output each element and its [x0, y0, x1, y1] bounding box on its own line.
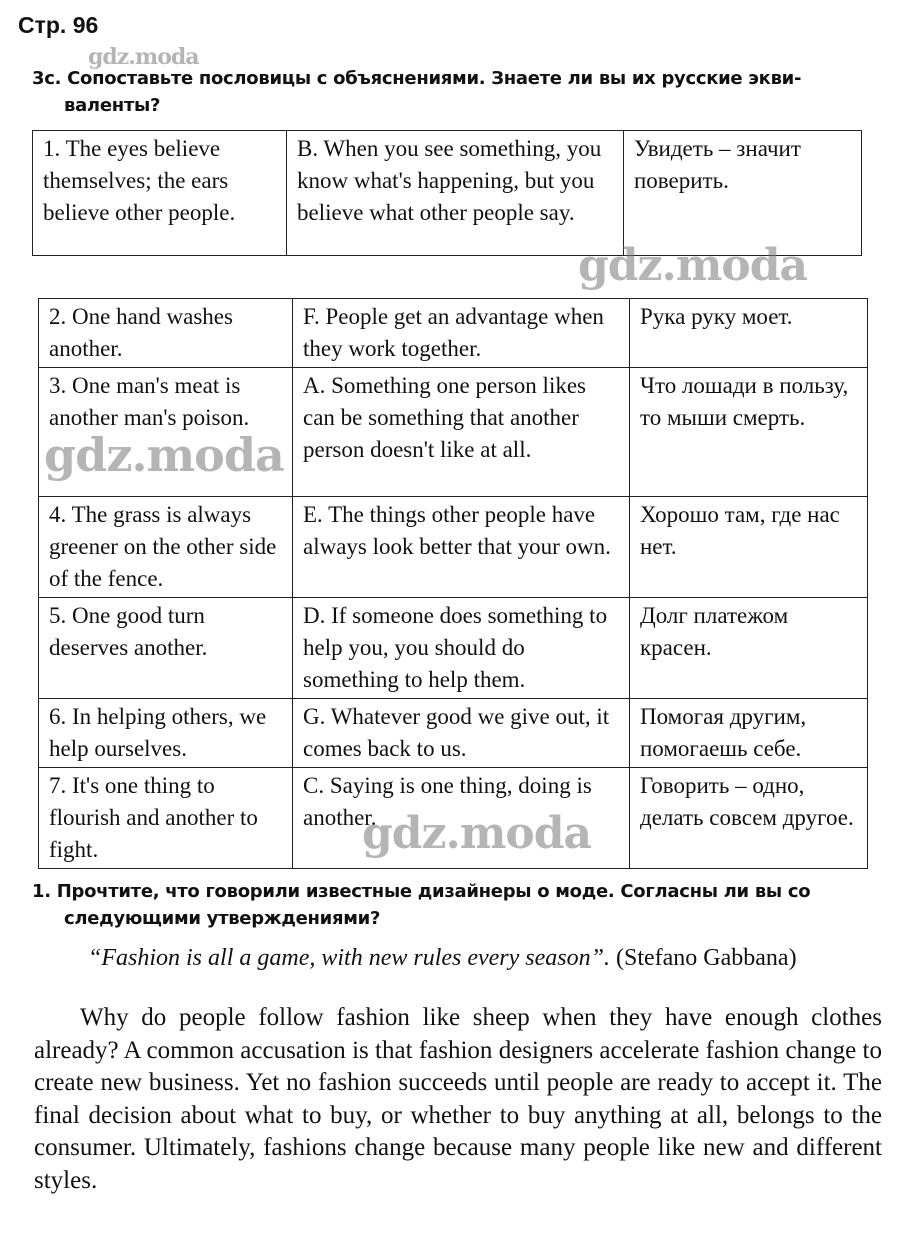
- quote-text: “Fashion is all a game, with new rules every season”.: [88, 945, 610, 971]
- explanation-cell: F. People get an advantage when they work together.: [293, 299, 630, 368]
- russian-equivalent-cell: Хорошо там, где нас нет.: [630, 497, 868, 598]
- table-row: [39, 598, 868, 699]
- table-row: [39, 497, 868, 598]
- russian-equivalent-cell: Рука руку моет.: [630, 299, 868, 368]
- explanation-cell: E. The things other people have always look better that your own.: [293, 497, 630, 598]
- explanation-cell: B. When you see something, you know what's happening, but you believe what other people say.: [287, 131, 624, 256]
- watermark: gdz.moda: [578, 240, 808, 291]
- explanation-cell: G. Whatever good we give out, it comes back to us.: [293, 699, 630, 768]
- russian-equivalent-cell: Помогая другим, помогаешь себе.: [630, 699, 868, 768]
- reading-paragraph: Why do people follow fashion like sheep when they have enough clothes already? A common accusation is that fashion designers accelerate fashion change to create new business. Yet no fashion succeeds until people are ready to accept it. The final decision about what to buy, or whether to buy anything at all, belongs to the consumer. Ultimately, fashions change because many people like new and different styles.: [34, 1004, 882, 1194]
- task-3c-instruction: [32, 65, 801, 119]
- page-number: Стр. 96: [18, 12, 99, 38]
- table-row: [39, 299, 868, 368]
- task-number: 3c.: [32, 68, 62, 89]
- proverbs-table-1: [32, 130, 862, 256]
- proverb-cell: 5. One good turn deserves another.: [39, 598, 293, 699]
- proverb-cell: 6. In helping others, we help ourselves.: [39, 699, 293, 768]
- russian-equivalent-cell: Увидеть – значит поверить.: [624, 131, 862, 256]
- proverb-cell: 4. The grass is always greener on the other side of the fence.: [39, 497, 293, 598]
- explanation-cell: D. If someone does something to help you, you should do something to help them.: [293, 598, 630, 699]
- explanation-cell: C. Saying is one thing, doing is another.: [293, 768, 630, 869]
- watermark: gdz.moda: [362, 808, 592, 859]
- task-text-line: Сопоставьте пословицы с объяснениями. Знаете ли вы их русские экви-: [67, 68, 802, 89]
- designer-quote: [88, 945, 797, 972]
- task-number: 1.: [32, 881, 51, 902]
- task-text-line: валенты?: [64, 95, 161, 116]
- quote-author: (Stefano Gabbana): [615, 945, 797, 971]
- table-row: [39, 699, 868, 768]
- proverb-cell: 2. One hand washes another.: [39, 299, 293, 368]
- proverb-cell: 3. One man's meat is another man's poison.: [39, 368, 293, 497]
- task-1-instruction: [32, 878, 810, 932]
- proverb-cell: 1. The eyes believe themselves; the ears believe other people.: [33, 131, 287, 256]
- russian-equivalent-cell: Долг платежом красен.: [630, 598, 868, 699]
- russian-equivalent-cell: Что лошади в пользу, то мыши смерть.: [630, 368, 868, 497]
- watermark: gdz.moda: [88, 44, 199, 70]
- task-text-line: Прочтите, что говорили известные дизайнеры о моде. Согласны ли вы со: [56, 881, 811, 902]
- proverbs-table-2: [38, 298, 868, 869]
- proverb-cell: 7. It's one thing to flourish and another to fight.: [39, 768, 293, 869]
- watermark: gdz.moda: [44, 428, 284, 482]
- explanation-cell: A. Something one person likes can be something that another person doesn't like at all.: [293, 368, 630, 497]
- table-row: [33, 131, 862, 256]
- task-text-line: следующими утверждениями?: [64, 908, 381, 929]
- russian-equivalent-cell: Говорить – одно, делать совсем другое.: [630, 768, 868, 869]
